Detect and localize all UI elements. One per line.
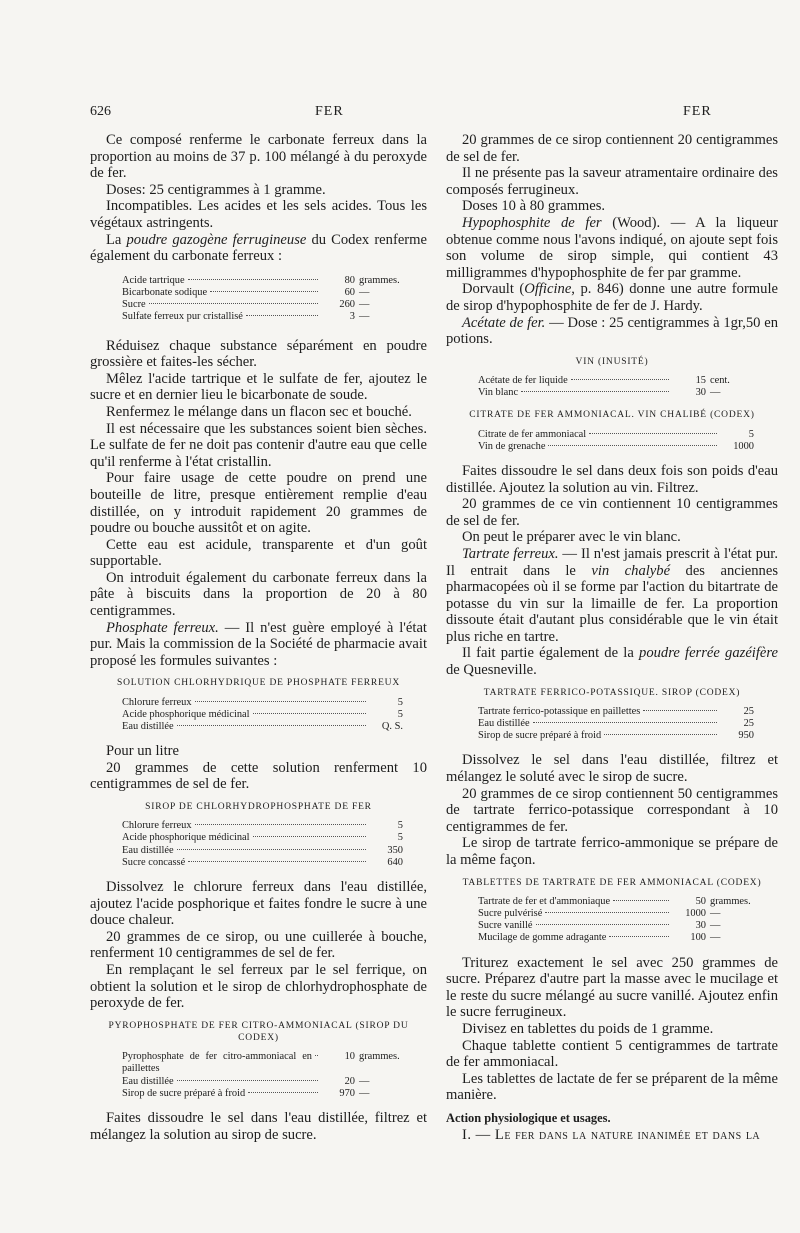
paragraph: Incompatibles. Les acides et les sels acides. Tous les végétaux astringents. <box>90 198 427 231</box>
formula-row: Eau distillée 25 <box>478 718 754 730</box>
section-first-line: I. — Le fer dans la nature inanimée et dans la <box>462 1126 761 1143</box>
formula-row: Eau distillée 20 — <box>122 1075 370 1087</box>
page-number: 626 <box>90 104 111 119</box>
formula-table <box>90 1020 427 1100</box>
formula-row: Tartrate ferrico-potassique en paillettes 25 <box>478 705 754 717</box>
paragraph: Hypophosphite de fer (Wood). — A la liqueur obtenue comme nous l'avons indiqué, on ajoute sept fois son volume de sirop simple, qui contient 43 milligrammes d'hypophosphite de fer par gramme. <box>446 214 778 281</box>
paragraph: Les tablettes de lactate de fer se préparent de la même manière. <box>446 1070 778 1104</box>
paragraph: Réduisez chaque substance séparément en poudre grossière et faites-les sécher. <box>90 337 427 371</box>
paragraph: En remplaçant le sel ferreux par le sel ferrique, on obtient la solution et le sirop de chlorhydrophosphate de peroxyde de fer. <box>90 962 427 1012</box>
section-title: Action physiologique et usages. <box>446 1110 611 1125</box>
paragraph: Il fait partie également de la poudre ferrée gazéifère de Quesneville. <box>446 645 778 679</box>
formula-table <box>90 677 427 733</box>
formula-row: Sucre vanillé 30 — <box>478 920 721 932</box>
formula-row: Bicarbonate sodique 60 — <box>122 286 370 298</box>
table-caption: SIROP DE CHLORHYDROPHOSPHATE DE FER <box>145 802 372 813</box>
formula-row: Vin blanc 30 — <box>478 387 721 399</box>
paragraph: Cette eau est acidule, transparente et d'un goût supportable. <box>90 536 427 570</box>
running-header <box>90 104 760 124</box>
formula-row: Acide phosphorique médicinal 5 <box>122 708 403 720</box>
formula-row: Acide phosphorique médicinal 5 <box>122 832 403 844</box>
formula-row: Acétate de fer liquide 15 cent. <box>478 374 730 386</box>
formula-table <box>90 801 427 869</box>
paragraph: 20 grammes de ce sirop contiennent 50 centigrammes de tartrate ferrico-potassique correspondant à 10 centigrammes de fer. <box>446 785 778 835</box>
paragraph: Doses: 25 centigrammes à 1 gramme. <box>106 181 326 198</box>
left-column <box>90 132 427 1143</box>
formula-row: Citrate de fer ammoniacal 5 <box>478 428 754 440</box>
paragraph: Dissolvez le chlorure ferreux dans l'eau distillée, ajoutez l'acide posphorique et faites fondre le sucre à une douce chaleur. <box>90 879 427 929</box>
paragraph: Ce composé renferme le carbonate ferreux dans la proportion au moins de 37 p. 100 mélangé à du peroxyde de fer. <box>90 132 427 182</box>
paragraph: 20 grammes de ce vin contiennent 10 centigrammes de sel de fer. <box>446 496 778 529</box>
table-caption: TABLETTES DE TARTRATE DE FER AMMONIACAL (CODEX) <box>462 877 762 888</box>
formula-row: Acide tartrique 80 grammes. <box>122 274 400 286</box>
paragraph: Renfermez le mélange dans un flacon sec et bouché. <box>106 403 412 420</box>
formula-row: Eau distillée Q. S. <box>122 721 403 733</box>
paragraph: Le sirop de tartrate ferrico-ammonique se prépare de la même façon. <box>446 835 778 869</box>
formula-row: Eau distillée 350 <box>122 844 403 856</box>
paragraph: Il ne présente pas la saveur atramentaire ordinaire des composés ferrugineux. <box>446 165 778 198</box>
formula-row: Sulfate ferreux pur cristallisé 3 — <box>122 311 370 323</box>
formula-table <box>446 356 778 400</box>
paragraph: Phosphate ferreux. — Il n'est guère employé à l'état pur. Mais la commission de la Société de pharmacie avait proposé les formules suivantes : <box>90 619 427 669</box>
paragraph: 20 grammes de ce sirop, ou une cuillerée à bouche, renferment 10 centigrammes de sel de fer. <box>90 928 427 962</box>
formula-row: Sucre pulvérisé 1000 — <box>478 908 721 920</box>
formula-row: Sirop de sucre préparé à froid 950 <box>478 730 754 742</box>
paragraph: Dissolvez le sel dans l'eau distillée, filtrez et mélangez le soluté avec le sirop de sucre. <box>446 752 778 786</box>
paragraph: 20 grammes de cette solution renferment 10 centigrammes de sel de fer. <box>90 759 427 793</box>
paragraph: Acétate de fer. — Dose : 25 centigrammes à 1gr,50 en potions. <box>446 314 778 348</box>
paragraph: On introduit également du carbonate ferreux dans la pâte à biscuits dans la proportion de 20 à 80 centigrammes. <box>90 569 427 620</box>
table-caption: SOLUTION CHLORHYDRIQUE DE PHOSPHATE FERREUX <box>117 678 400 689</box>
paragraph: Pour un litre <box>106 743 179 760</box>
paragraph: Il est nécessaire que les substances soient bien sèches. Le sulfate de fer ne doit pas contenir d'autre eau que celle qu'il renferme à l'état cristallin. <box>90 420 427 470</box>
section-heading <box>446 1110 778 1127</box>
paragraph: Tartrate ferreux. — Il n'est jamais prescrit à l'état pur. Il entrait dans le vin chalybé des anciennes pharmacopées où il se forme par l'action du bitartrate de potasse du vin sur la limaille de fer. La proportion dissoute était d'autant plus considérable que le vin était plus riche en tartre. <box>446 545 778 645</box>
formula-row: Chlorure ferreux 5 <box>122 696 403 708</box>
paragraph: Chaque tablette contient 5 centigrammes de tartrate de fer ammoniacal. <box>446 1037 778 1071</box>
table-caption: CITRATE DE FER AMMONIACAL. VIN CHALIBÉ (CODEX) <box>469 410 755 421</box>
table-caption: PYROPHOSPHATE DE FER CITRO-AMMONIACAL (SIROP DU CODEX) <box>108 1020 409 1043</box>
header-title-right: FER <box>683 104 712 119</box>
formula-table <box>446 409 778 453</box>
formula-table <box>446 687 778 743</box>
paragraph: Mêlez l'acide tartrique et le sulfate de fer, ajoutez le sucre et en dernier lieu le bicarbonate de soude. <box>90 370 427 404</box>
paragraph: Faites dissoudre le sel dans l'eau distillée, filtrez et mélangez la solution au sirop de sucre. <box>90 1110 427 1143</box>
formula-table <box>446 877 778 945</box>
formula-row: Mucilage de gomme adragante 100 — <box>478 932 721 944</box>
paragraph: Divisez en tablettes du poids de 1 gramme. <box>462 1021 714 1038</box>
paragraph: On peut le préparer avec le vin blanc. <box>462 529 681 546</box>
right-column <box>446 132 778 1143</box>
formula-row: Sucre concassé 640 <box>122 856 403 868</box>
table-caption: TARTRATE FERRICO-POTASSIQUE. SIROP (CODEX) <box>483 687 741 698</box>
paragraph: La poudre gazogène ferrugineuse du Codex renferme également du carbonate ferreux : <box>90 231 427 265</box>
paragraph: Faites dissoudre le sel dans deux fois son poids d'eau distillée. Ajoutez la solution au vin. Filtrez. <box>446 462 778 496</box>
formula-row: Vin de grenache 1000 <box>478 440 754 452</box>
table-caption: VIN (INUSITÉ) <box>575 356 649 367</box>
formula-row: Tartrate de fer et d'ammoniaque 50 grammes. <box>478 895 751 907</box>
paragraph: Dorvault (Officine, p. 846) donne une autre formule de sirop d'hypophosphite de fer de J. Hardy. <box>446 281 778 314</box>
paragraph: Triturez exactement le sel avec 250 grammes de sucre. Préparez d'autre part la masse avec le mucilage et le reste du sucre mélangé au sucre vanillé. Ajoutez enfin le sucre ferrugineux. <box>446 954 778 1021</box>
paragraph: Pour faire usage de cette poudre on prend une bouteille de litre, presque entièrement remplie d'eau distillée, on y introduit rapidement 20 grammes de poudre ou bouche aussitôt et on agite. <box>90 470 427 537</box>
formula-row: Sirop de sucre préparé à froid 970 — <box>122 1087 370 1099</box>
formula-row: Pyrophosphate de fer citro-ammoniacal en paillettes 10 grammes. <box>122 1051 400 1075</box>
formula-row: Sucre 260 — <box>122 299 370 311</box>
paragraph: 20 grammes de ce sirop contiennent 20 centigrammes de sel de fer. <box>446 132 778 165</box>
formula-row: Chlorure ferreux 5 <box>122 820 403 832</box>
formula-table <box>90 275 427 324</box>
paragraph: Doses 10 à 80 grammes. <box>462 198 606 215</box>
header-title-left: FER <box>315 104 344 119</box>
